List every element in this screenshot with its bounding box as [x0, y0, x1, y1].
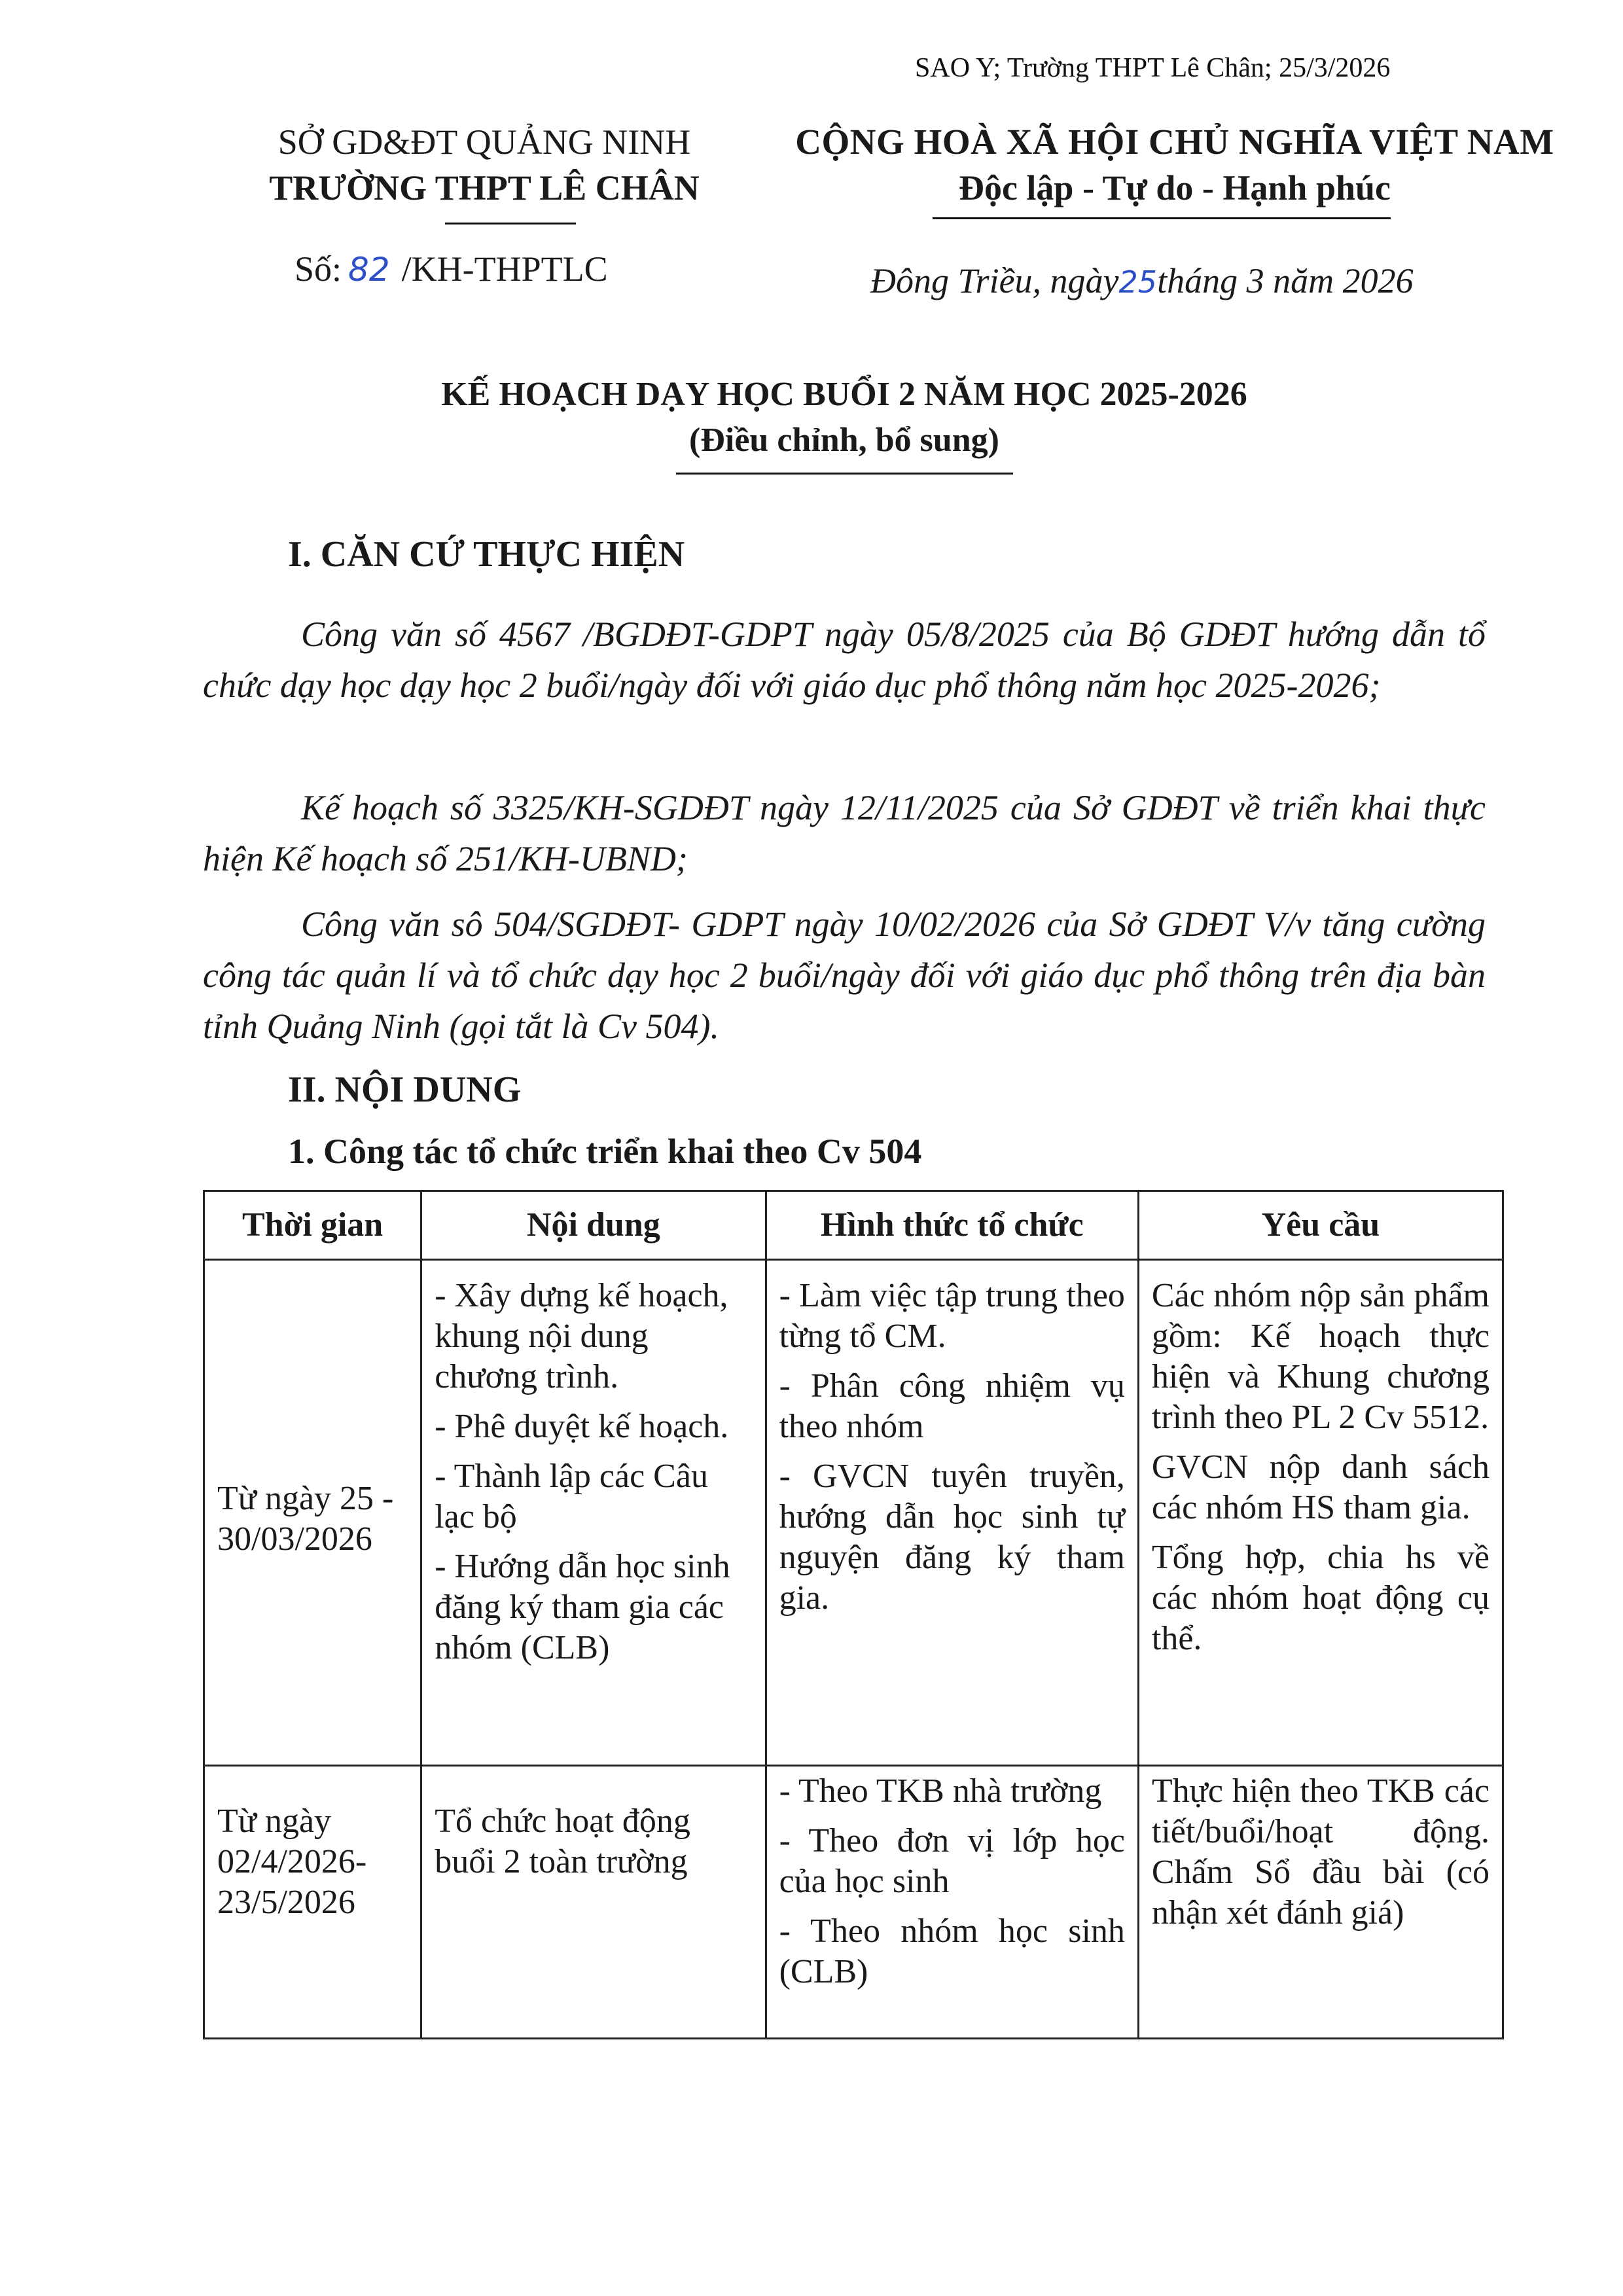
basis-paragraph: Công văn sô 504/SGDĐT- GDPT ngày 10/02/2026 của Sở GDĐT V/v tăng cường công tác quản lí và tổ chức dạy học 2 buổi/ngày đối với giáo dục phổ thông trên địa bàn tỉnh Quảng Ninh (gọi tắt là Cv 504).: [203, 905, 1486, 1046]
requirement-item: Thực hiện theo TKB các tiết/buổi/hoạt động. Chấm Sổ đầu bài (có nhận xét đánh giá): [1151, 1772, 1489, 1931]
place-date-suffix: tháng 3 năm 2026: [1157, 261, 1414, 300]
place-date-day-handwritten: 25: [1118, 264, 1158, 300]
basis-paragraph: Kế hoạch số 3325/KH-SGDĐT ngày 12/11/2025 của Sở GDĐT về triển khai thực hiện Kế hoạch số 251/KH-UBND;: [203, 788, 1486, 878]
motto-underline: [933, 217, 1391, 219]
place-and-date: [870, 260, 1414, 301]
content-item: - Thành lập các Câu lạc bộ: [435, 1458, 708, 1535]
column-header-time: Thời gian: [204, 1191, 421, 1260]
table-row: [204, 1766, 1503, 2039]
copy-stamp: SAO Y; Trường THPT Lê Chân; 25/3/2026: [915, 53, 1391, 83]
form-item: - Theo đơn vị lớp học của học sinh: [779, 1822, 1125, 1900]
column-header-content: Nội dung: [421, 1191, 766, 1260]
requirement-item: Các nhóm nộp sản phẩm gồm: Kế hoạch thực hiện và Khung chương trình theo PL 2 Cv 5512.: [1151, 1277, 1489, 1436]
cell-requirement: [1138, 1260, 1503, 1766]
authority-underline: [445, 223, 576, 224]
form-item: - Phân công nhiệm vụ theo nhóm: [779, 1367, 1125, 1445]
requirement-item: GVCN nộp danh sách các nhóm HS tham gia.: [1151, 1448, 1489, 1526]
national-title: CỘNG HOÀ XÃ HỘI CHỦ NGHĨA VIỆT NAM: [795, 122, 1554, 162]
national-header-block: [746, 119, 1603, 219]
agency-name: SỞ GD&ĐT QUẢNG NINH: [277, 122, 691, 162]
cell-text: Từ ngày 02/4/2026-23/5/2026: [217, 1803, 367, 1921]
document-number-handwritten: 82: [348, 251, 390, 289]
requirement-item: Tổng hợp, chia hs về các nhóm hoạt động cụ thể.: [1151, 1539, 1489, 1657]
cell-content: [421, 1766, 766, 2039]
form-item: - Làm việc tập trung theo từng tổ CM.: [779, 1277, 1125, 1355]
column-header-form: Hình thức tổ chức: [766, 1191, 1138, 1260]
cell-requirement: [1138, 1766, 1503, 2039]
document-number-label: Số:: [294, 249, 342, 289]
form-item: - Theo nhóm học sinh (CLB): [779, 1912, 1125, 1990]
content-item: - Hướng dẫn học sinh đăng ký tham gia các nhóm (CLB): [435, 1548, 730, 1666]
cell-form: [766, 1260, 1138, 1766]
subsection-heading: 1. Công tác tổ chức triển khai theo Cv 504: [288, 1132, 922, 1171]
implementation-table: [203, 1190, 1504, 2039]
form-item: - GVCN tuyên truyền, hướng dẫn học sinh tự nguyện đăng ký tham gia.: [779, 1458, 1125, 1617]
form-item: - Theo TKB nhà trường: [779, 1772, 1102, 1810]
table-header-row: [204, 1191, 1503, 1260]
column-header-requirement: Yêu cầu: [1138, 1191, 1503, 1260]
table-row: [204, 1260, 1503, 1766]
document-number-suffix: /KH-THPTLC: [401, 249, 608, 289]
section-heading-content: II. NỘI DUNG: [288, 1069, 522, 1110]
school-name: TRƯỜNG THPT LÊ CHÂN: [269, 168, 700, 207]
basis-paragraph: Công văn số 4567 /BGDĐT-GDPT ngày 05/8/2025 của Bộ GDĐT hướng dẫn tổ chức dạy học dạy học 2 buổi/ngày đối với giáo dục phổ thông năm học 2025-2026;: [203, 615, 1486, 705]
document-title-block: [196, 372, 1492, 475]
document-title: KẾ HOẠCH DẠY HỌC BUỔI 2 NĂM HỌC 2025-2026: [441, 376, 1247, 413]
document-subtitle: (Điều chỉnh, bổ sung): [689, 422, 999, 459]
issuing-authority-block: [196, 119, 772, 224]
cell-form: [766, 1766, 1138, 2039]
cell-time: [204, 1260, 421, 1766]
cell-content: [421, 1260, 766, 1766]
section-heading-basis: I. CĂN CỨ THỰC HIỆN: [288, 534, 685, 575]
document-number: [294, 249, 608, 289]
national-motto: Độc lập - Tự do - Hạnh phúc: [958, 168, 1391, 207]
place-date-prefix: Đông Triều, ngày: [870, 261, 1119, 300]
title-underline: [676, 473, 1013, 475]
cell-text: Từ ngày 25 - 30/03/2026: [217, 1480, 394, 1558]
content-item: - Xây dựng kế hoạch, khung nội dung chương trình.: [435, 1277, 728, 1395]
cell-time: [204, 1766, 421, 2039]
content-item: Tổ chức hoạt động buổi 2 toàn trường: [435, 1803, 690, 1880]
content-item: - Phê duyệt kế hoạch.: [435, 1408, 729, 1445]
